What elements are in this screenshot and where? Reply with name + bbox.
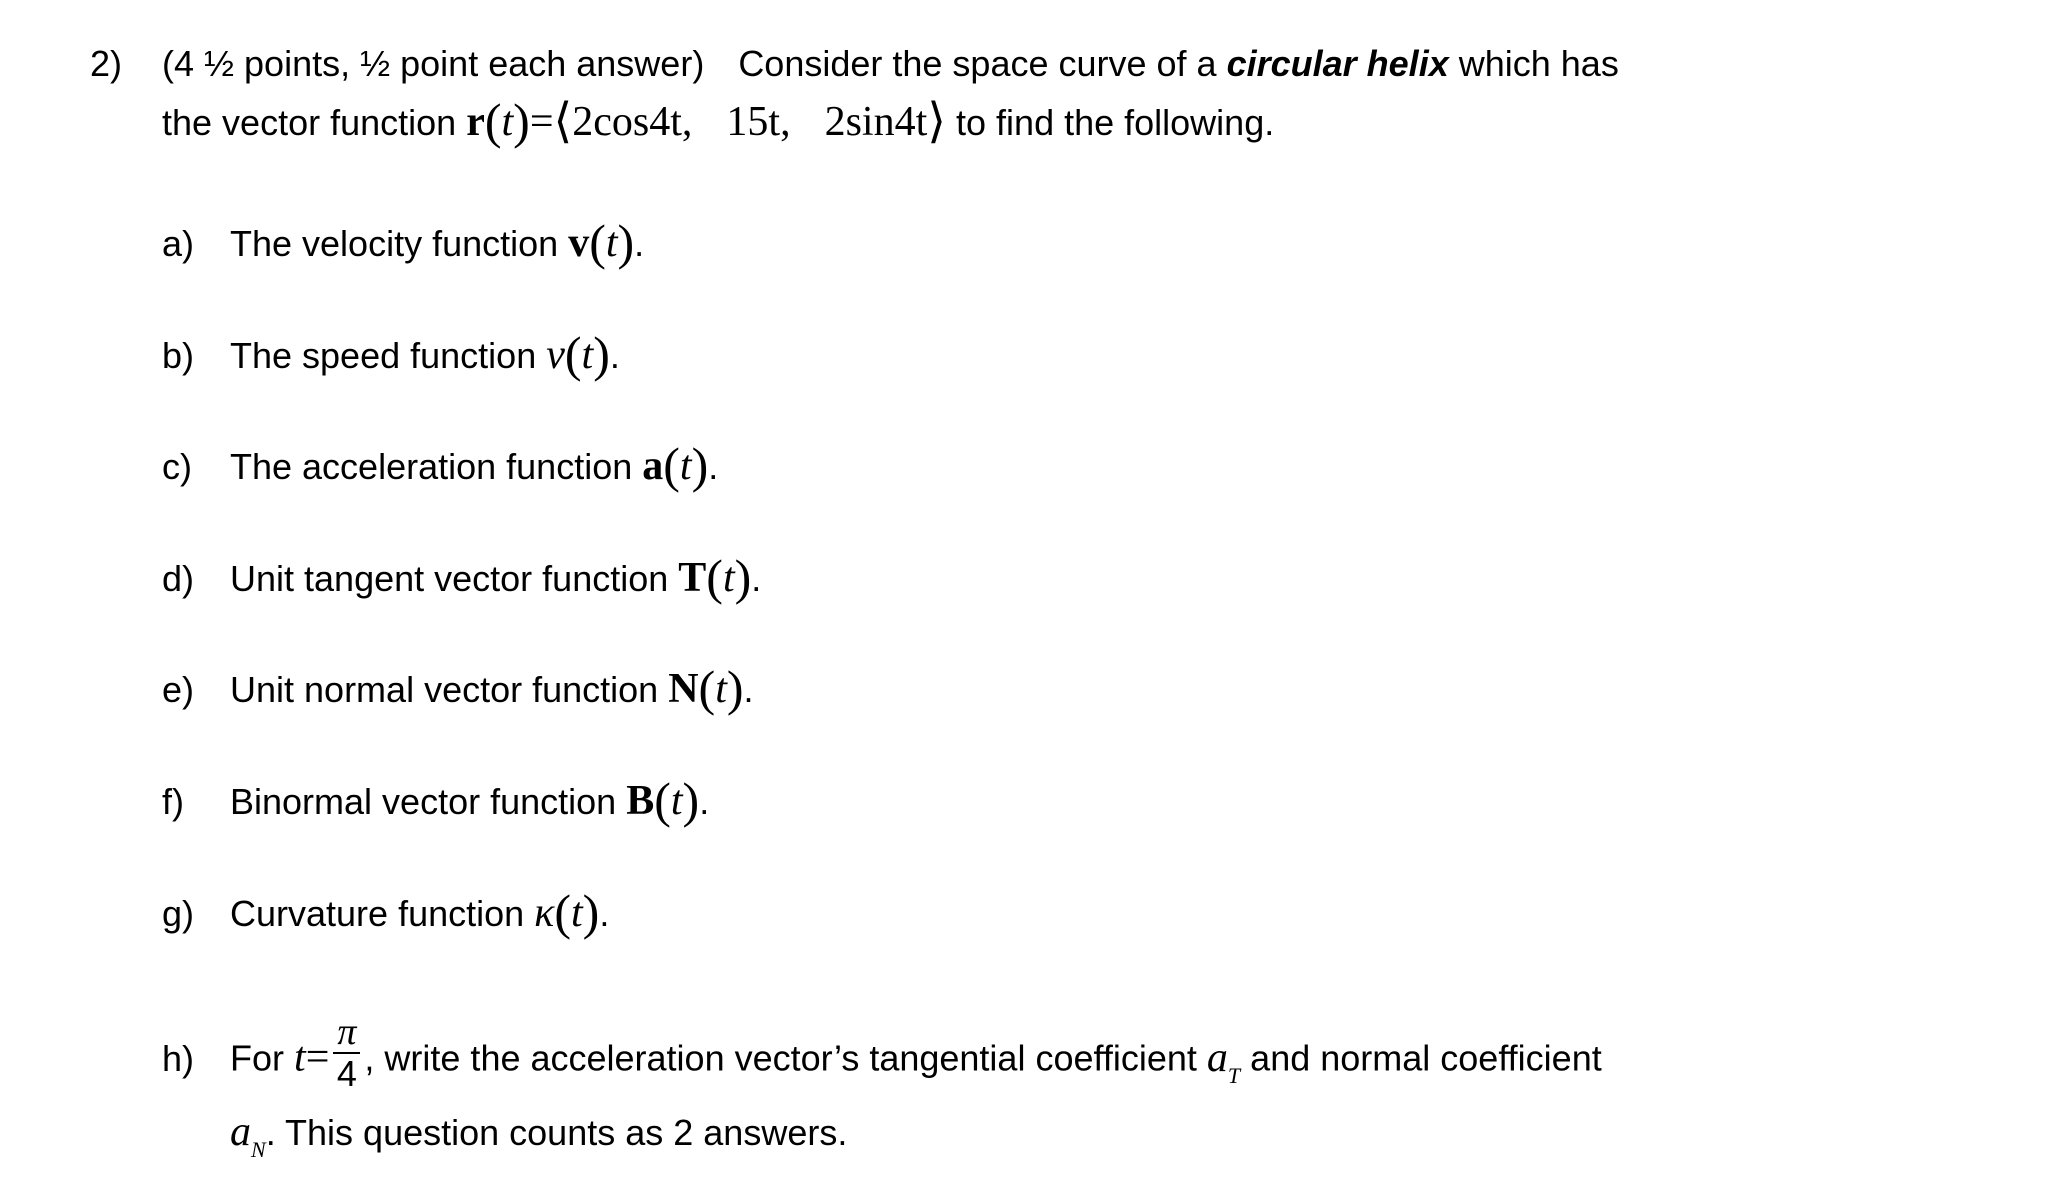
item-text: For: [230, 1037, 284, 1079]
list-item-h: [162, 1011, 1602, 1102]
list-item-c: c) The acceleration function a(t).: [162, 437, 719, 493]
list-item-f: f) Binormal vector function B(t).: [162, 772, 710, 828]
item-formula: κ(t): [534, 884, 600, 940]
item-label: a): [162, 223, 195, 264]
equals-sign: =: [305, 1034, 330, 1081]
list-item-b: b) The speed function v(t).: [162, 326, 620, 382]
list-item-d: d) Unit tangent vector function T(t).: [162, 549, 762, 605]
find-following-text: to find the following.: [956, 102, 1275, 143]
item-text: Binormal vector function: [230, 781, 617, 822]
item-label: e): [162, 669, 195, 710]
item-text: The speed function: [230, 335, 537, 376]
item-text: Unit normal vector function: [230, 669, 659, 710]
item-label: g): [162, 893, 195, 934]
fraction-denominator: 4: [336, 1053, 357, 1094]
item-formula: a(t): [642, 437, 709, 493]
item-text: The velocity function: [230, 223, 559, 264]
circular-helix-emphasis: circular helix: [1226, 43, 1449, 84]
fraction-numerator: π: [333, 1012, 360, 1054]
list-item-e: e) Unit normal vector function N(t).: [162, 660, 754, 716]
item-formula: B(t): [626, 772, 700, 828]
item-h-text-mid: , write the acceleration vector’s tangential coefficient: [364, 1037, 1197, 1079]
item-h-text-line2: . This question counts as 2 answers.: [265, 1112, 848, 1153]
item-label: c): [162, 446, 192, 487]
item-label: h): [162, 1037, 195, 1079]
list-item-h-line-2: [230, 1108, 847, 1174]
item-formula: v(t): [568, 214, 635, 270]
item-formula: v(t): [546, 326, 610, 382]
question-points: (4 ½ points, ½ point each answer): [162, 43, 705, 84]
question-line-2: [162, 93, 1275, 149]
item-formula: T(t): [678, 549, 752, 605]
item-text: The acceleration function: [230, 446, 633, 487]
item-label: f): [162, 781, 184, 822]
tangential-coefficient-symbol: $a_T$: [1206, 1034, 1241, 1088]
question-number: 2): [90, 43, 123, 84]
item-text: Curvature function: [230, 893, 525, 934]
item-h-text-end: and normal coefficient: [1250, 1037, 1602, 1079]
component-1: 2cos4t,: [572, 99, 693, 145]
item-label: b): [162, 335, 195, 376]
list-item-a: a) The velocity function v(t).: [162, 214, 645, 270]
item-formula: N(t): [668, 660, 744, 716]
item-label: d): [162, 558, 195, 599]
pi-over-4-fraction: [333, 1012, 360, 1094]
item-text: Unit tangent vector function: [230, 558, 669, 599]
normal-coefficient-symbol: $a_N$: [230, 1109, 266, 1162]
t-variable: t: [294, 1034, 306, 1081]
component-3: 2sin4t: [824, 99, 928, 145]
vector-function-formula: r(t)=⟨2cos4t, 15t, 2sin4t⟩: [466, 93, 946, 149]
question-intro-end: which has: [1458, 43, 1619, 84]
vector-function-text: the vector function: [162, 102, 457, 143]
question-line-1: [90, 40, 1619, 88]
list-item-g: g) Curvature function κ(t).: [162, 884, 610, 940]
component-2: 15t,: [726, 99, 791, 145]
question-intro: Consider the space curve of a: [738, 43, 1217, 84]
